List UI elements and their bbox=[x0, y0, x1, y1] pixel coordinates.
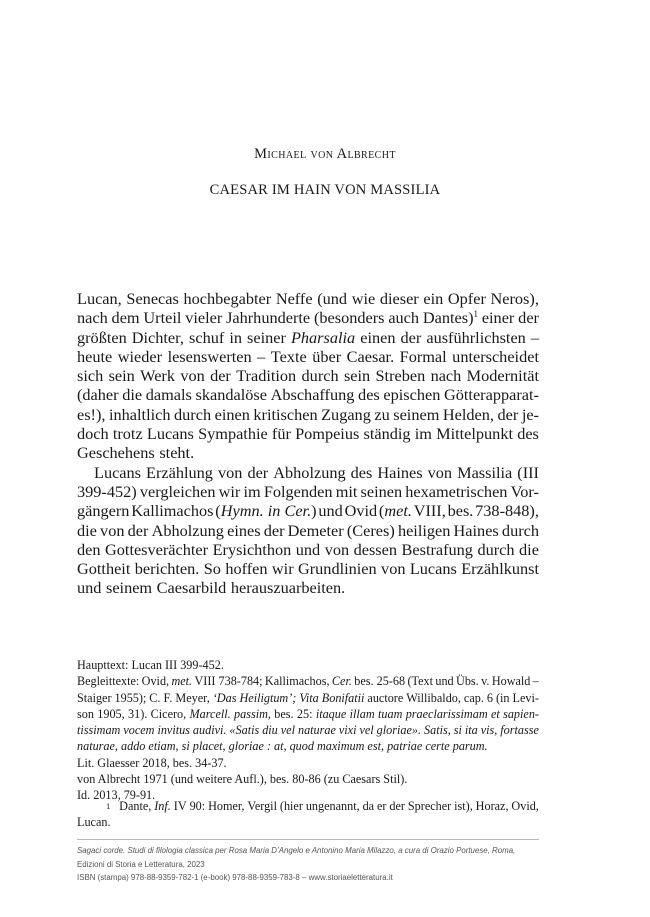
body-line bbox=[77, 578, 539, 597]
body-line bbox=[77, 482, 539, 501]
word: audivi. bbox=[192, 723, 227, 738]
word: 31). bbox=[128, 706, 148, 721]
word: Werk bbox=[140, 366, 175, 386]
word: doch bbox=[77, 424, 109, 444]
word: Caesarbild bbox=[156, 578, 227, 598]
word: und bbox=[77, 578, 102, 598]
word: von Albrecht 1971 (und weitere Aufl.), bes. 80-86 (zu Caesars Stil). bbox=[77, 772, 408, 787]
word: Begleittexte: bbox=[77, 674, 140, 689]
body-line bbox=[77, 366, 539, 385]
word: Dichter, bbox=[131, 327, 185, 347]
word: vis, bbox=[480, 723, 498, 738]
word: 1905, bbox=[97, 706, 125, 721]
word: ist), bbox=[454, 799, 473, 813]
body-line bbox=[77, 385, 539, 404]
word: VIII, bbox=[413, 501, 446, 521]
word: Zugang bbox=[321, 404, 371, 424]
word: durch bbox=[501, 520, 539, 540]
word: Geschehens bbox=[77, 443, 155, 463]
word: 1955); bbox=[114, 690, 147, 705]
word: Ovid, bbox=[141, 674, 170, 689]
word: der bbox=[127, 520, 149, 540]
word: met. bbox=[171, 674, 193, 689]
word: seinen bbox=[360, 481, 403, 501]
word: sein bbox=[108, 366, 135, 386]
word: bes. bbox=[274, 706, 294, 721]
word: Pompeius bbox=[295, 424, 360, 444]
note-line bbox=[77, 673, 539, 689]
word: lesenswerten bbox=[167, 346, 252, 366]
word: – bbox=[532, 674, 539, 689]
word: des bbox=[350, 462, 373, 482]
word: größten bbox=[77, 327, 127, 347]
footnote-number: 1 bbox=[106, 801, 111, 811]
word: fortasse bbox=[500, 723, 539, 738]
word: (met. bbox=[378, 501, 412, 521]
word: Vor- bbox=[510, 481, 539, 501]
word: Lucans bbox=[409, 559, 457, 579]
word: je- bbox=[521, 404, 539, 424]
word: durch bbox=[477, 539, 515, 559]
word: Haines bbox=[377, 462, 423, 482]
word: Staiger bbox=[77, 690, 112, 705]
word: et bbox=[490, 706, 500, 721]
word: Abschaffung bbox=[270, 385, 355, 405]
body-line bbox=[77, 521, 539, 540]
word: für bbox=[271, 424, 291, 444]
word: Vergil bbox=[247, 799, 277, 813]
word: (III bbox=[517, 462, 539, 482]
word: bes. 25-68 bbox=[354, 674, 406, 689]
note-line bbox=[77, 755, 539, 771]
word: Ovid, bbox=[511, 799, 539, 813]
word: vocem bbox=[123, 723, 155, 738]
body-line bbox=[77, 463, 539, 482]
word: Marcell. bbox=[189, 706, 231, 721]
word: Demeter bbox=[287, 520, 344, 540]
word: der bbox=[210, 366, 231, 386]
word: hoffen bbox=[225, 559, 268, 579]
word: diu bbox=[262, 723, 278, 738]
word: steht. bbox=[159, 443, 195, 463]
word: (besonders bbox=[313, 308, 385, 328]
colophon-line: Edizioni di Storia e Letteratura, 2023 bbox=[77, 859, 205, 869]
body-line bbox=[77, 501, 539, 520]
word: Dante, bbox=[119, 799, 152, 813]
word: son bbox=[77, 706, 94, 721]
word: (in bbox=[495, 690, 510, 705]
word: Willibaldo, bbox=[406, 690, 461, 705]
word: den bbox=[77, 539, 101, 559]
word: Lucan, bbox=[77, 289, 122, 308]
word: von bbox=[100, 520, 125, 540]
colophon-divider bbox=[77, 839, 539, 840]
body-line bbox=[77, 328, 539, 347]
word: Abholzung bbox=[273, 462, 346, 482]
word: Howald bbox=[491, 674, 531, 689]
note-line bbox=[77, 738, 539, 754]
word: Gottheit bbox=[77, 559, 131, 579]
word: 25: bbox=[296, 706, 313, 721]
word: und bbox=[295, 539, 321, 559]
word: Abholzung bbox=[151, 520, 224, 540]
word: auctore bbox=[367, 690, 404, 705]
word: von bbox=[427, 462, 453, 482]
word: itaque bbox=[315, 706, 347, 721]
word: im bbox=[414, 424, 432, 444]
word: von bbox=[324, 539, 350, 559]
word: Lucans bbox=[146, 424, 194, 444]
word: Urteil bbox=[143, 308, 182, 328]
word: der bbox=[263, 520, 285, 540]
word: schuf bbox=[189, 327, 225, 347]
word: dieser bbox=[379, 289, 419, 308]
word: ausführlichsten bbox=[426, 327, 526, 347]
word: skandalöse bbox=[195, 385, 267, 405]
body-line bbox=[77, 347, 539, 366]
word: Haines bbox=[453, 520, 499, 540]
word: Cicero, bbox=[150, 706, 187, 721]
word: Jahrhunderte bbox=[226, 308, 311, 328]
word: bes. bbox=[447, 501, 474, 521]
word: herauszuarbeiten. bbox=[230, 578, 346, 598]
word: einen bbox=[214, 404, 250, 424]
word: von bbox=[217, 462, 243, 482]
word: des bbox=[358, 385, 380, 405]
word: wieder bbox=[117, 346, 163, 366]
word: Lit. Glaesser 2018, bes. 34-37. bbox=[77, 755, 227, 770]
word: Ovid bbox=[344, 501, 378, 521]
colophon-line: ISBN (stampa) 978-88-9359-782-1 (e-book) 978-88-9359-783-8 – www.storiaeletteratura.it bbox=[77, 873, 393, 882]
word: So bbox=[203, 559, 221, 579]
word: nach bbox=[430, 366, 462, 386]
word: wie bbox=[351, 289, 376, 308]
note-line bbox=[77, 690, 539, 706]
word: «Satis bbox=[229, 723, 260, 738]
word: 399-452) bbox=[77, 481, 137, 501]
word: (daher bbox=[77, 385, 119, 405]
word: (Text bbox=[407, 674, 433, 689]
word: heute bbox=[77, 346, 113, 366]
body-line bbox=[77, 308, 539, 327]
word: und bbox=[435, 674, 454, 689]
word: von bbox=[180, 366, 205, 386]
word: (und bbox=[317, 289, 348, 308]
word: Erzählung bbox=[146, 462, 213, 482]
word: ‘Das Heiligtum’; bbox=[212, 690, 297, 705]
word: Opfer bbox=[447, 289, 486, 308]
word: dem bbox=[111, 308, 140, 328]
word: Übs. bbox=[456, 674, 479, 689]
word: epischen bbox=[383, 385, 441, 405]
colophon bbox=[77, 844, 539, 885]
word: 90: bbox=[189, 799, 206, 813]
word: der bbox=[247, 462, 269, 482]
word: tissimam bbox=[77, 723, 121, 738]
word: Helden, bbox=[442, 404, 494, 424]
colophon-line: Sagaci corde. Studi di filologia classica per Rosa Maria D’Angelo e Antonino Maria Milazzo, a cura di Orazio Portuese, Roma, bbox=[77, 846, 516, 855]
word: über bbox=[312, 346, 342, 366]
word: Caesar. bbox=[346, 346, 395, 366]
footnote bbox=[77, 798, 539, 831]
word: die bbox=[77, 520, 97, 540]
body-line bbox=[77, 424, 539, 443]
word: Erysichthon bbox=[212, 539, 292, 559]
word: die bbox=[122, 385, 143, 405]
footnote-line bbox=[77, 798, 539, 814]
word: der bbox=[400, 327, 422, 347]
word: Kallimachos, bbox=[264, 674, 330, 689]
body-line bbox=[77, 443, 539, 462]
word: und bbox=[318, 501, 343, 521]
word: mit bbox=[335, 481, 358, 501]
word: der bbox=[518, 308, 539, 328]
word: wir bbox=[218, 481, 241, 501]
word: IV bbox=[173, 799, 187, 813]
word: passim, bbox=[234, 706, 271, 721]
word: Satis, bbox=[424, 723, 451, 738]
word: gängern bbox=[77, 501, 130, 521]
note-line bbox=[77, 771, 539, 787]
word: damals bbox=[145, 385, 192, 405]
word: C. F. Meyer, bbox=[149, 690, 210, 705]
word: berichten. bbox=[134, 559, 200, 579]
word: einer bbox=[481, 308, 515, 328]
word: Neros), bbox=[490, 289, 539, 308]
body-text bbox=[77, 289, 539, 598]
word: durch bbox=[301, 366, 339, 386]
word: Haupttext: Lucan III 399-452. bbox=[77, 658, 224, 672]
word: die bbox=[519, 539, 539, 559]
word: hochbegabter bbox=[183, 289, 272, 308]
word: Pharsalia bbox=[290, 327, 356, 347]
word: Massilia bbox=[457, 462, 513, 482]
word: unterscheidet bbox=[452, 346, 539, 366]
word: Modernität bbox=[466, 366, 539, 386]
word: durch bbox=[174, 404, 212, 424]
word: ungenannt, bbox=[305, 799, 360, 813]
word: sein bbox=[343, 366, 371, 386]
word: Gottesverächter bbox=[105, 539, 209, 559]
word: einen bbox=[360, 327, 396, 347]
word: sapien- bbox=[503, 706, 539, 721]
word: des bbox=[517, 424, 539, 444]
word: 738-848), bbox=[475, 501, 539, 521]
word: da bbox=[362, 799, 375, 813]
word: eines bbox=[227, 520, 261, 540]
footnote-line bbox=[77, 814, 539, 830]
word: Folgenden bbox=[263, 481, 333, 501]
note-line bbox=[77, 722, 539, 738]
word: – bbox=[257, 346, 266, 366]
word: ita bbox=[464, 723, 478, 738]
word: es!), bbox=[77, 404, 106, 424]
note-line bbox=[77, 706, 539, 722]
word: Kallimachos bbox=[131, 501, 214, 521]
word: kritischen bbox=[253, 404, 318, 424]
word: im bbox=[243, 481, 261, 501]
word: vixi bbox=[338, 723, 357, 738]
word: Formal bbox=[399, 346, 447, 366]
word: von bbox=[381, 559, 406, 579]
word: – bbox=[530, 327, 539, 347]
word: Grundlinien bbox=[297, 559, 377, 579]
word: trotz bbox=[112, 424, 143, 444]
word: Erzählkunst bbox=[461, 559, 539, 579]
word: Neffe bbox=[275, 289, 313, 308]
word: Homer, bbox=[208, 799, 245, 813]
word: Streben bbox=[375, 366, 426, 386]
author-name: Michael von Albrecht bbox=[254, 146, 396, 162]
word: Inf. bbox=[154, 799, 171, 813]
word: nach bbox=[77, 308, 108, 328]
word: heiligen bbox=[397, 520, 451, 540]
note-line bbox=[77, 657, 539, 673]
word: cap. 6 bbox=[463, 690, 494, 705]
word: Id. 2013, 79-91. bbox=[77, 788, 156, 803]
word: sich bbox=[77, 366, 104, 386]
word: Horaz, bbox=[475, 799, 509, 813]
word: dessen bbox=[353, 539, 398, 559]
word: Sympathie bbox=[198, 424, 268, 444]
word: Mittelpunkt bbox=[436, 424, 513, 444]
word: Levi- bbox=[512, 690, 539, 705]
word: vergleichen bbox=[139, 481, 216, 501]
word: ständig bbox=[363, 424, 411, 444]
body-line bbox=[77, 540, 539, 559]
word: Tradition bbox=[236, 366, 297, 386]
word: seiner bbox=[247, 327, 286, 347]
word: in bbox=[229, 327, 243, 347]
word: Lucans bbox=[94, 462, 142, 482]
word: (hier bbox=[279, 799, 303, 813]
word: vel bbox=[359, 723, 374, 738]
word: Götterapparat- bbox=[444, 385, 539, 405]
word: wir bbox=[271, 559, 294, 579]
word: v. bbox=[481, 674, 490, 689]
word: Texte bbox=[270, 346, 307, 366]
word: hexametrischen bbox=[405, 481, 508, 501]
body-line bbox=[77, 289, 539, 308]
word: Cer. bbox=[331, 674, 352, 689]
word: Vita Bonifatii bbox=[299, 690, 365, 705]
word: er bbox=[377, 799, 387, 813]
word: (Hymn. in Cer.) bbox=[215, 501, 317, 521]
word: VIII 738-784; bbox=[194, 674, 263, 689]
word: zu bbox=[374, 404, 390, 424]
word: Lucan. bbox=[77, 815, 111, 830]
word: naturae, addo etiam, si placet, gloriae : at, quod maximum est, patriae certe parum. bbox=[77, 739, 488, 754]
word: inhaltlich bbox=[109, 404, 171, 424]
article-title: CAESAR IM HAIN VON MASSILIA bbox=[209, 182, 441, 198]
word: der bbox=[389, 799, 405, 813]
word: naturae bbox=[297, 723, 336, 738]
word: der bbox=[497, 404, 519, 424]
word: Dantes)$^1$ bbox=[422, 308, 478, 328]
word: seinem bbox=[105, 578, 153, 598]
body-line bbox=[77, 559, 539, 578]
word: Senecas bbox=[126, 289, 179, 308]
word: tuam bbox=[378, 706, 403, 721]
body-line bbox=[77, 405, 539, 424]
word: Bestrafung bbox=[401, 539, 473, 559]
word: si bbox=[453, 723, 462, 738]
word: seinem bbox=[393, 404, 440, 424]
word: vieler bbox=[185, 308, 223, 328]
word: praeclarissimam bbox=[405, 706, 488, 721]
word: illam bbox=[349, 706, 375, 721]
word: gloriae». bbox=[376, 723, 422, 738]
word: ein bbox=[423, 289, 444, 308]
word: invitus bbox=[157, 723, 190, 738]
word: vel bbox=[280, 723, 295, 738]
source-notes bbox=[77, 657, 539, 804]
word: Sprecher bbox=[407, 799, 452, 813]
word: (Ceres) bbox=[346, 520, 395, 540]
word: auch bbox=[388, 308, 420, 328]
